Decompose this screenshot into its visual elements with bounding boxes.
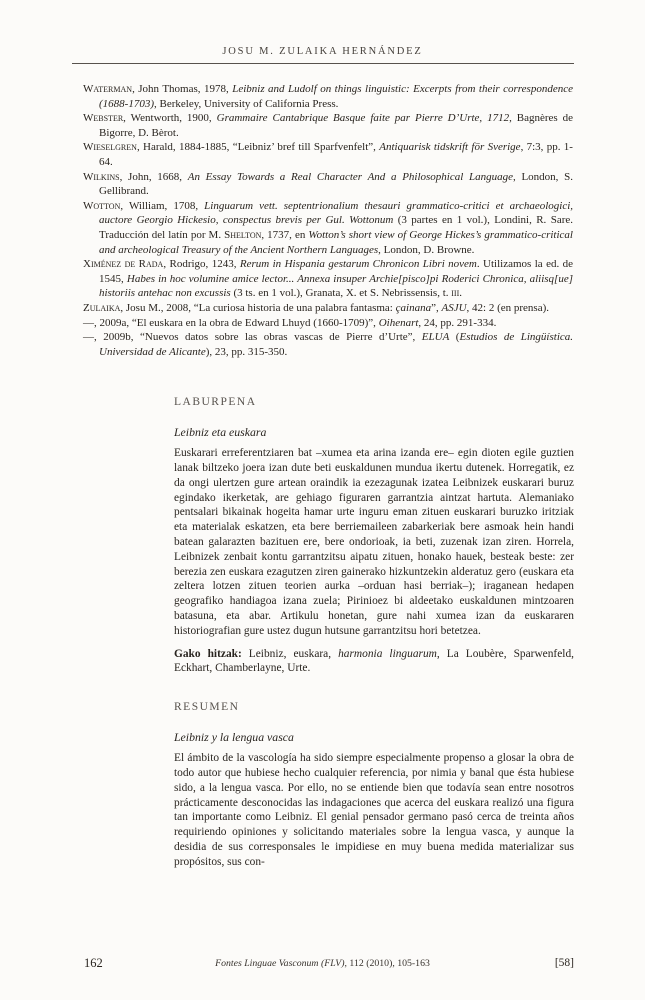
keywords-paragraph: Gako hitzak: Leibniz, euskara, harmonia linguarum, La Loubère, Sparwenfeld, Eckhart, Chamberlayne, Urte. [174,647,574,675]
bibliography-entry: —, 2009a, “El euskara en la obra de Edward Lhuyd (1660-1709)”, Oihenart, 24, pp. 291-334. [83,316,497,329]
section-laburpena [174,395,574,676]
sheet-number: [58] [554,957,574,969]
bibliography-entry: Ximénez de Rada, Rodrigo, 1243, Rerum in Hispania gestarum Chronicon Libri novem. Utilizamos la ed. de 1545, Habes in hoc volumine amice lector... Annexa insuper Archie[pisco]pi Roderici Chronica, aliisq[ue] historiis antehac non excussis (3 ts. en 1 vol.), Granata, X. et S. Nebrissensis, t. iii. [83,258,574,300]
bibliography-entry: Wilkins, John, 1668, An Essay Towards a Real Character And a Philosophical Language, London, S. Gellibrand. [83,170,573,198]
bibliography-entry: Waterman, John Thomas, 1978, Leibniz and Ludolf on things linguistic: Excerpts from their correspondence (1688-1703), Berkeley, University of California Press. [83,83,573,110]
bibliography-entry: Webster, Wentworth, 1900, Grammaire Cantabrique Basque faite par Pierre D’Urte, 1712, Bagnères de Bigorre, D. Bèrot. [83,112,574,139]
abstract-paragraph: El ámbito de la vascología ha sido siempre especialmente propenso a glosar la obra de todo autor que hubiese hecho cualquier referencia, por nimia y banal que ésta hubiese sido, a la lengua vasca. Por ello, no se entiende bien que todavía sean entre nosotros prácticamente desconocidas las indagaciones que acerca del euskara realizó una figura tan importante como Leibniz. El genial pensador germano pasó cerca de treinta años requiriendo opiniones y solicitando materiales sobre la lengua vasca, y aunque la desidia de sus corresponsales le impidiese en muy buena medida materializar sus propósitos, sus con- [174,752,574,868]
page-number: 162 [84,956,103,970]
abstract-paragraph: Euskarari erreferentziaren bat –xumea eta arina izanda ere– egin dioten egile guztien lanak biltzeko joera izan dute beti euskaldunen mundua ikertu dutenek. Horregatik, ez da ongi ulertzen gure artean oraindik ia ezezagunak izatea Leibnizek euskarari buruz egindako ikerketak, are gehiago figuraren garrantzia aintzat hartuta. Alemaniako pentsalari bikainak hogeita hamar urte inguru eman zituen euskarari buruzko iritziak eta materialak eskatzen, eta bere berriemaileen zabarkeriak bere asmoak hein handi batean galarazten bazituen ere, bere ondorioak, ia beti, zuzenak izan ziren. Horrela, Leibnizek zenbait kontu garrantzitsu aipatu zituen, honako hauek, besteak beste: zer berezia zen euskara ezagutzen ziren gainerako hizkuntzekin alderatuz gero (euskara eta zeltera lotzen zituen teorien aurka –orduan hasi berriak–); iraganean hedapen geografiko handiagoa izana zuela; Pirinioez bi aldeetako euskaldunen mintzoaren batasuna, eta abar. Artikulu honetan, gure nahi xumea izan da euskararen historiografian gure ustez dugun hutsune garrantzitsu hori betetzea. [174,447,574,637]
bibliography-entry: Wieselgren, Harald, 1884-1885, “Leibniz’ bref till Sparfvenfelt”, Antiquarisk tidskrift för Sverige, 7:3, pp. 1-64. [83,141,573,168]
journal-citation: Fontes Linguae Vasconum (FLV), 112 (2010), 105-163 [215,958,430,969]
bibliography-entry: —, 2009b, “Nuevos datos sobre las obras vascas de Pierre d’Urte”, ELUA (Estudios de Lingüística. Universidad de Alicante), 23, pp. 315-350. [83,331,574,358]
section-resumen [174,700,574,869]
bibliography-entry: Wotton, William, 1708, Linguarum vett. septentrionalium thesauri grammatico-critici et archaeologici, auctore Georgio Hickesio, conspectus brevis per Gul. Wottonum (3 partes en 1 vol.), Londini, R. Sare. Traducción del latín por M. Shelton, 1737, en Wotton’s short view of George Hickes’s grammatico-critical and archeological Treasury of the Ancient Northern Languages, London, D. Browne. [83,199,574,256]
section-subtitle: Leibniz eta euskara [174,425,267,440]
section-heading: RESUMEN [174,701,240,714]
header-rule [72,63,574,64]
running-header: JOSU M. ZULAIKA HERNÁNDEZ [222,46,423,57]
section-heading: LABURPENA [174,396,257,409]
page-footer [0,956,645,972]
bibliography-list [83,82,573,359]
section-subtitle: Leibniz y la lengua vasca [174,730,294,745]
bibliography-entry: Zulaika, Josu M., 2008, “La curiosa historia de una palabra fantasma: çainana”, ASJU, 42: 2 (en prensa). [83,301,549,314]
